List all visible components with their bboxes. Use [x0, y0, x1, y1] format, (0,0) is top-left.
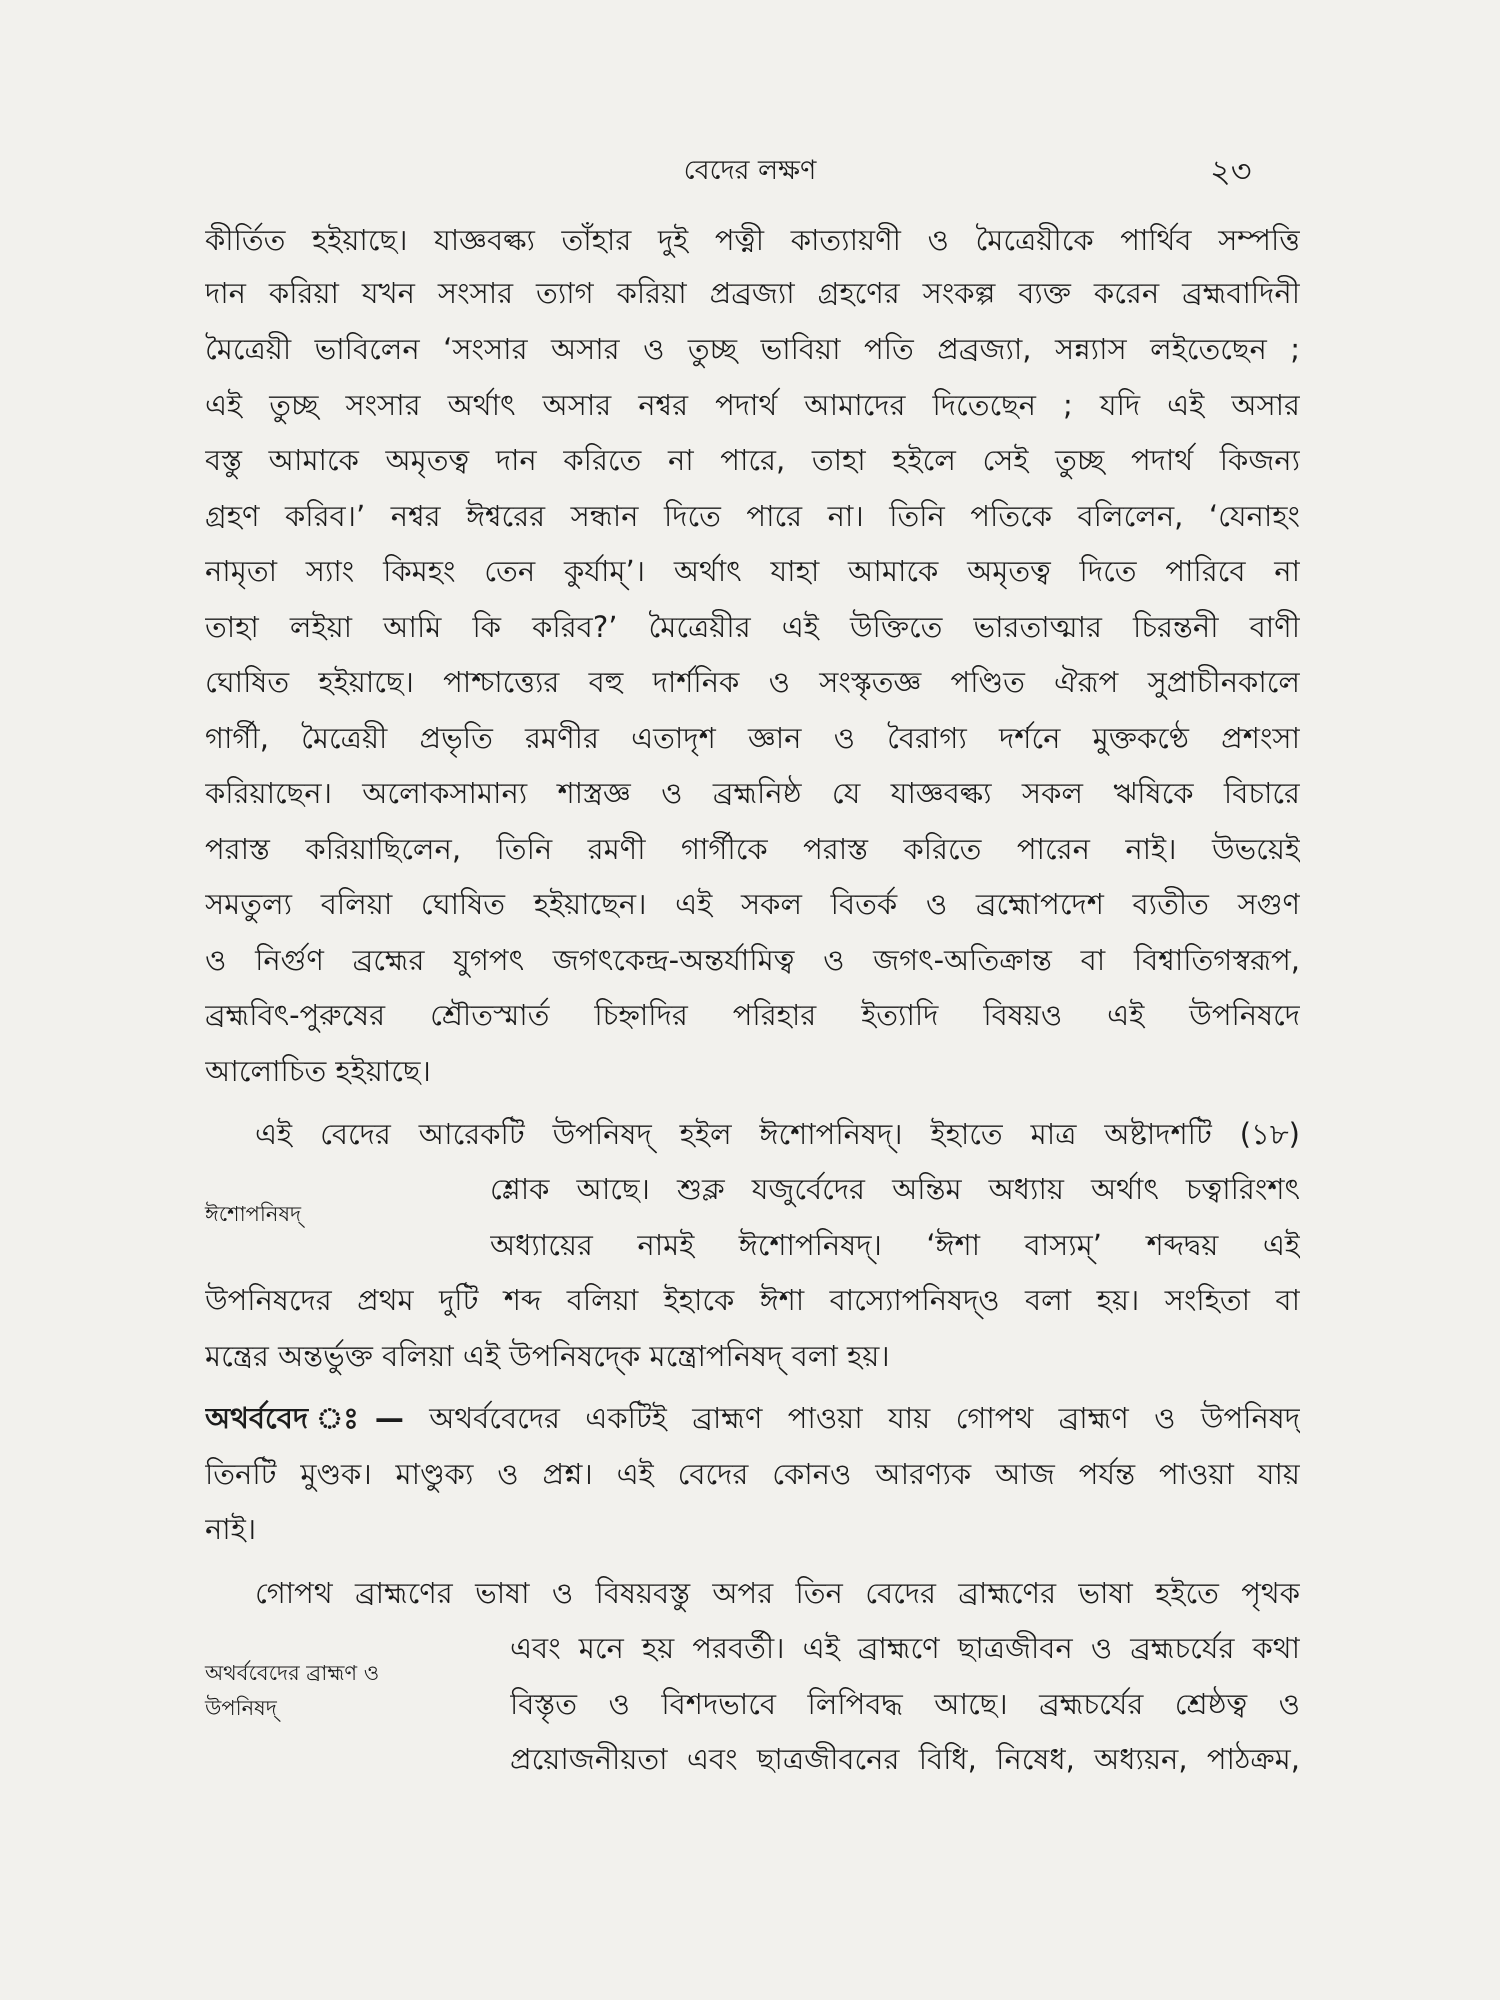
- text-line: নাই।: [205, 1512, 257, 1546]
- text-line: তিনটি মুণ্ডক। মাণ্ডুক্য ও প্রশ্ন। এই বেদের কোনও আরণ্যক আজ পর্যন্ত পাওয়া যায়: [205, 1457, 1300, 1491]
- text-line: কীর্তিত হইয়াছে। যাজ্ঞবল্ক্য তাঁহার দুই পত্নী কাত্যায়ণী ও মৈত্রেয়ীকে পার্থিব সম্পত্তি: [205, 223, 1300, 257]
- text-line: শ্লোক আছে। শুক্ল যজুর্বেদের অন্তিম অধ্যায় অর্থাৎ চত্বারিংশৎ: [490, 1172, 1300, 1206]
- text-line: এই বেদের আরেকটি উপনিষদ্ হইল ঈশোপনিষদ্। ইহাতে মাত্র অষ্টাদশটি (১৮): [255, 1117, 1300, 1151]
- text-line: তাহা লইয়া আমি কি করিব?’ মৈত্রেয়ীর এই উক্তিতে ভারতাত্মার চিরন্তনী বাণী: [205, 610, 1300, 644]
- text-line: দান করিয়া যখন সংসার ত্যাগ করিয়া প্রব্রজ্যা গ্রহণের সংকল্প ব্যক্ত করেন ব্রহ্মবাদিনী: [205, 276, 1300, 310]
- text-line: মন্ত্রের অন্তর্ভুক্ত বলিয়া এই উপনিষদ্কে মন্ত্রোপনিষদ্ বলা হয়।: [205, 1339, 890, 1373]
- text-line: গ্রহণ করিব।’ নশ্বর ঈশ্বরের সন্ধান দিতে পারে না। তিনি পতিকে বলিলেন, ‘যেনাহং: [205, 499, 1300, 533]
- text-line: সমতুল্য বলিয়া ঘোষিত হইয়াছেন। এই সকল বিতর্ক ও ব্রহ্মোপদেশ ব্যতীত সগুণ: [205, 887, 1300, 921]
- text-line: এই তুচ্ছ সংসার অর্থাৎ অসার নশ্বর পদার্থ আমাদের দিতেছেন ; যদি এই অসার: [205, 388, 1300, 422]
- text-span: অথর্ববেদের একটিই ব্রাহ্মণ পাওয়া যায় গোপথ ব্রাহ্মণ ও উপনিষদ্: [403, 1401, 1300, 1435]
- text-line: গোপথ ব্রাহ্মণের ভাষা ও বিষয়বস্তু অপর তিন বেদের ব্রাহ্মণের ভাষা হইতে পৃথক: [255, 1576, 1300, 1610]
- text-line: পরাস্ত করিয়াছিলেন, তিনি রমণী গার্গীকে পরাস্ত করিতে পারেন নাই। উভয়েই: [205, 832, 1300, 866]
- margin-note-upanishad: উপনিষদ্: [205, 1696, 277, 1720]
- text-line: উপনিষদের প্রথম দুটি শব্দ বলিয়া ইহাকে ঈশা বাস্যোপনিষদ্ও বলা হয়। সংহিতা বা: [205, 1283, 1300, 1317]
- text-line: ব্রহ্মবিৎ-পুরুষের শ্রৌতস্মার্ত চিহ্নাদির পরিহার ইত্যাদি বিষয়ও এই উপনিষদে: [205, 998, 1300, 1032]
- text-line: করিয়াছেন। অলোকসামান্য শাস্ত্রজ্ঞ ও ব্রহ্মনিষ্ঠ যে যাজ্ঞবল্ক্য সকল ঋষিকে বিচারে: [205, 776, 1300, 810]
- text-line: ঘোষিত হইয়াছে। পাশ্চাত্ত্যের বহু দার্শনিক ও সংস্কৃতজ্ঞ পণ্ডিত ঐরূপ সুপ্রাচীনকালে: [205, 665, 1300, 699]
- text-line: [205, 1396, 1300, 1445]
- text-line: গার্গী, মৈত্রেয়ী প্রভৃতি রমণীর এতাদৃশ জ্ঞান ও বৈরাগ্য দর্শনে মুক্তকণ্ঠে প্রশংসা: [205, 721, 1300, 755]
- text-line: নামৃতা স্যাং কিমহং তেন কুর্যাম্’। অর্থাৎ যাহা আমাকে অমৃতত্ব দিতে পারিবে না: [205, 554, 1300, 588]
- margin-note-ishopanishad: ঈশোপনিষদ্: [205, 1202, 302, 1226]
- running-head: বেদের লক্ষণ: [683, 155, 817, 186]
- margin-note-brahmana: অথর্ববেদের ব্রাহ্মণ ও: [205, 1661, 380, 1685]
- text-line: অধ্যায়ের নামই ঈশোপনিষদ্। ‘ঈশা বাস্যম্’ শব্দদ্বয় এই: [490, 1228, 1300, 1262]
- text-line: প্রয়োজনীয়তা এবং ছাত্রজীবনের বিধি, নিষেধ, অধ্যয়ন, পাঠক্রম,: [510, 1742, 1300, 1776]
- text-line: আলোচিত হইয়াছে।: [205, 1054, 431, 1088]
- text-line: বিস্তৃত ও বিশদভাবে লিপিবদ্ধ আছে। ব্রহ্মচর্যের শ্রেষ্ঠত্ব ও: [510, 1687, 1300, 1721]
- text-line: বস্তু আমাকে অমৃতত্ব দান করিতে না পারে, তাহা হইলে সেই তুচ্ছ পদার্থ কিজন্য: [205, 443, 1300, 477]
- section-heading-atharvaveda: অথর্ববেদ ঃ—: [205, 1401, 404, 1435]
- text-line: ও নির্গুণ ব্রহ্মের যুগপৎ জগৎকেন্দ্র-অন্তর্যামিত্ব ও জগৎ-অতিক্রান্ত বা বিশ্বাতিগস্বরূপ,: [205, 943, 1300, 977]
- text-line: মৈত্রেয়ী ভাবিলেন ‘সংসার অসার ও তুচ্ছ ভাবিয়া পতি প্রব্রজ্যা, সন্ন্যাস লইতেছেন ;: [205, 332, 1300, 366]
- text-line: এবং মনে হয় পরবর্তী। এই ব্রাহ্মণে ছাত্রজীবন ও ব্রহ্মচর্যের কথা: [510, 1631, 1300, 1665]
- page-number: ২৩: [1210, 152, 1252, 190]
